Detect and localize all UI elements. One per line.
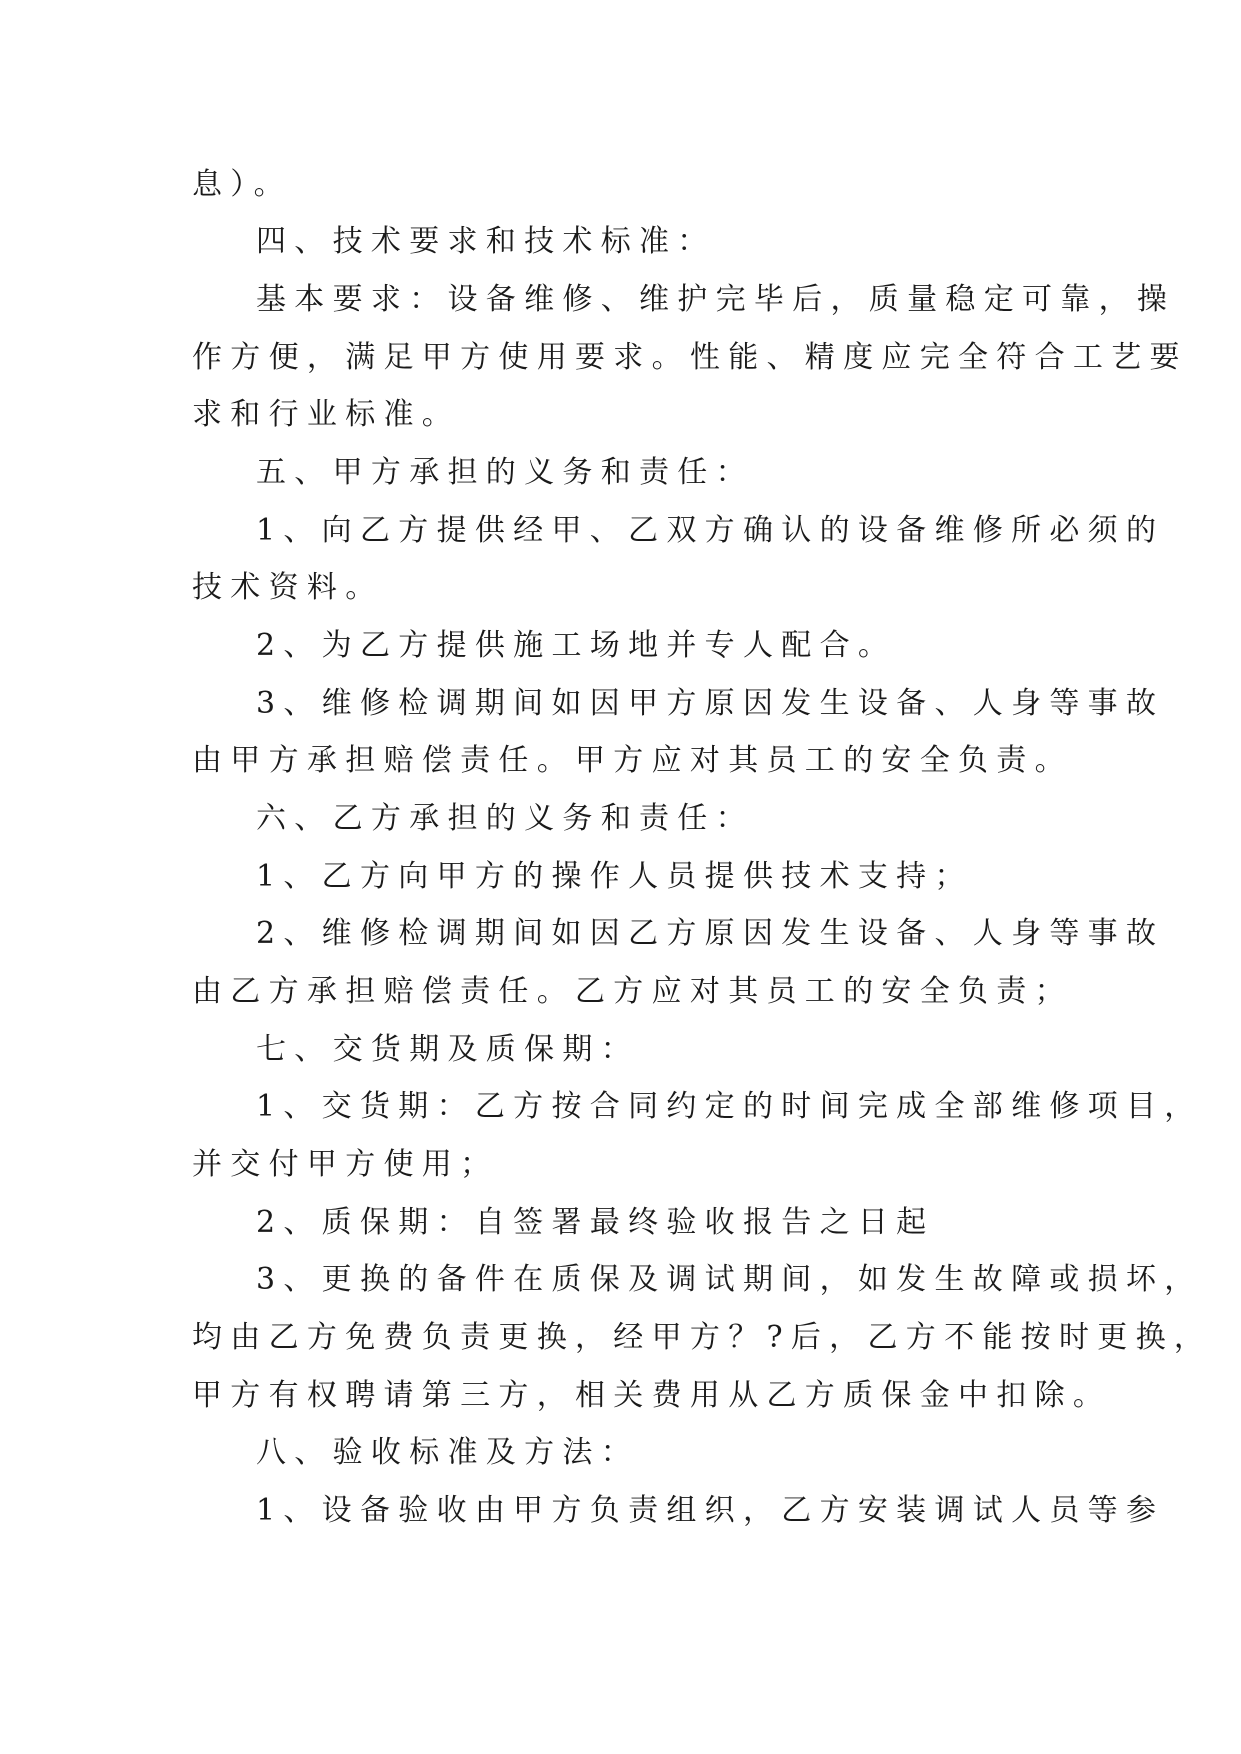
section-heading-5: 五、甲方承担的义务和责任： xyxy=(256,455,754,490)
text-line: 技术资料。 xyxy=(192,570,384,605)
text-line: 1、向乙方提供经甲、乙双方确认的设备维修所必须的 xyxy=(256,513,1165,548)
text-line: 作方便，满足甲方使用要求。性能、精度应完全符合工艺要 xyxy=(192,340,1188,375)
text-line: 1、设备验收由甲方负责组织，乙方安装调试人员等参 xyxy=(256,1493,1165,1528)
section-heading-7: 七、交货期及质保期： xyxy=(256,1032,639,1067)
text-line: 均由乙方免费负责更换，经甲方？?后，乙方不能按时更换， xyxy=(192,1320,1213,1355)
text-line: 由甲方承担赔偿责任。甲方应对其员工的安全负责。 xyxy=(192,743,1073,778)
text-line: 并交付甲方使用； xyxy=(192,1147,499,1182)
text-line: 甲方有权聘请第三方，相关费用从乙方质保金中扣除。 xyxy=(192,1378,1112,1413)
section-heading-4: 四、技术要求和技术标准： xyxy=(256,224,716,259)
section-heading-6: 六、乙方承担的义务和责任： xyxy=(256,801,754,836)
text-line: 2、维修检调期间如因乙方原因发生设备、人身等事故 xyxy=(256,916,1165,951)
text-line: 由乙方承担赔偿责任。乙方应对其员工的安全负责； xyxy=(192,974,1073,1009)
text-line: 1、交货期：乙方按合同约定的时间完成全部维修项目， xyxy=(256,1089,1203,1124)
text-line: 求和行业标准。 xyxy=(192,397,461,432)
section-heading-8: 八、验收标准及方法： xyxy=(256,1435,639,1470)
text-line: 1、乙方向甲方的操作人员提供技术支持； xyxy=(256,859,973,894)
text-line: 2、为乙方提供施工场地并专人配合。 xyxy=(256,628,897,663)
text-line: 3、维修检调期间如因甲方原因发生设备、人身等事故 xyxy=(256,686,1165,721)
text-line: 息）。 xyxy=(192,167,292,202)
text-line: 3、更换的备件在质保及调试期间，如发生故障或损坏， xyxy=(256,1262,1203,1297)
text-line: 基本要求：设备维修、维护完毕后，质量稳定可靠，操 xyxy=(256,282,1176,317)
text-line: 2、质保期：自签署最终验收报告之日起 xyxy=(256,1205,935,1240)
